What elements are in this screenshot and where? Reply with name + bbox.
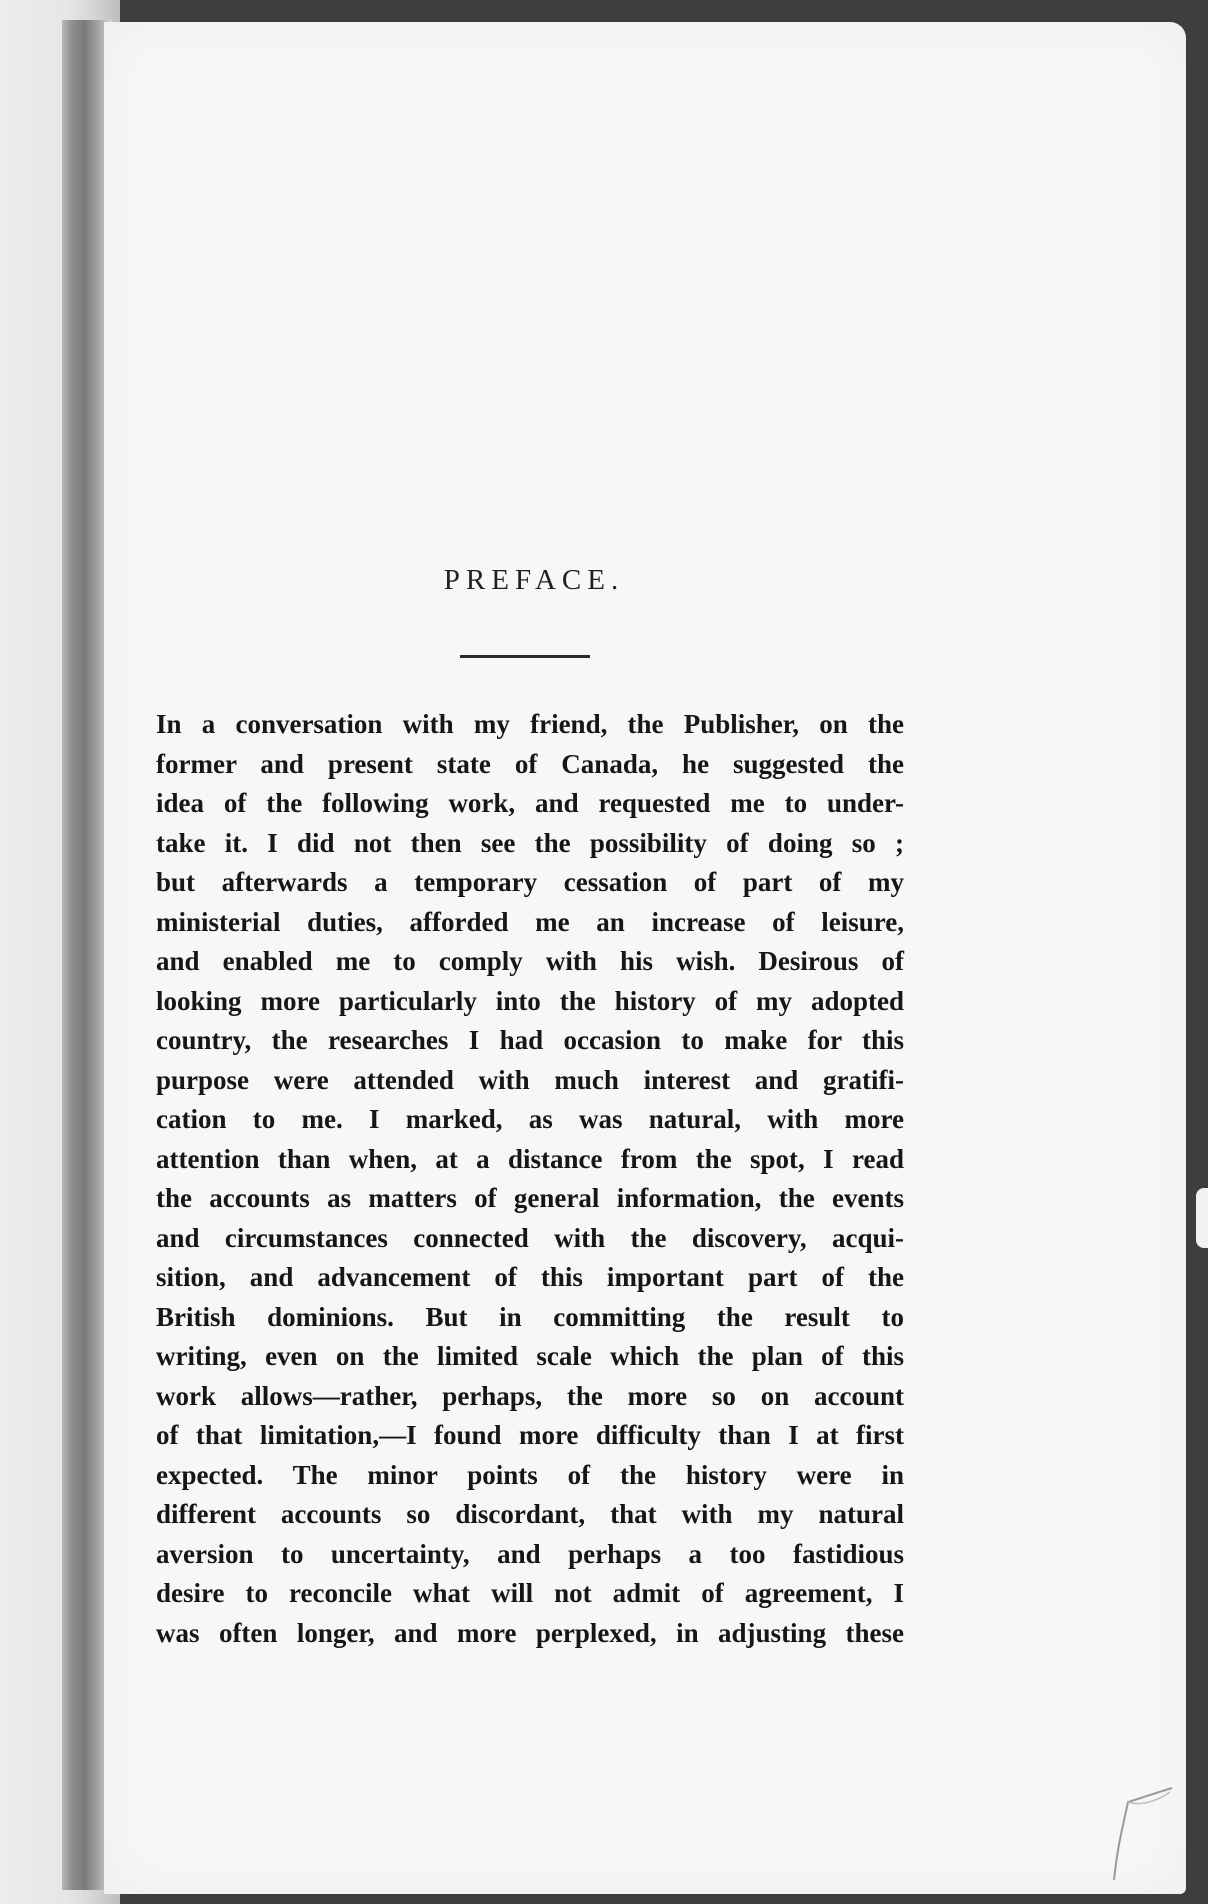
preface-body xyxy=(156,705,904,1653)
text-line: and circumstances connected with the discovery, acqui- xyxy=(156,1222,904,1253)
text-line: British dominions. But in committing the result to xyxy=(156,1301,904,1332)
text-line: desire to reconcile what will not admit of agreement, I xyxy=(156,1578,904,1608)
text-line: take it. I did not then see the possibility of doing so ; xyxy=(156,827,904,858)
text-line: ministerial duties, afforded me an increase of leisure, xyxy=(156,906,904,937)
text-line: was often longer, and more perplexed, in adjusting these xyxy=(156,1617,904,1648)
text-line: idea of the following work, and requested me to under- xyxy=(156,788,904,818)
page-title: PREFACE. xyxy=(443,564,625,596)
text-line: and enabled me to comply with his wish. Desirous of xyxy=(156,946,904,976)
text-line: In a conversation with my friend, the Publisher, on the xyxy=(156,709,904,739)
text-line: different accounts so discordant, that with my natural xyxy=(156,1499,904,1529)
text-line: aversion to uncertainty, and perhaps a too fastidious xyxy=(156,1538,904,1569)
text-line: expected. The minor points of the history were in xyxy=(156,1459,904,1490)
text-line: purpose were attended with much interest and gratifi- xyxy=(156,1064,904,1095)
text-line: cation to me. I marked, as was natural, with more xyxy=(156,1104,904,1134)
title-divider xyxy=(460,655,590,658)
text-line: country, the researches I had occasion to make for this xyxy=(156,1025,904,1055)
text-line: former and present state of Canada, he suggested the xyxy=(156,748,904,779)
text-line: but afterwards a temporary cessation of part of my xyxy=(156,867,904,897)
text-line: sition, and advancement of this important part of the xyxy=(156,1262,904,1292)
page-edge-tab xyxy=(1196,1188,1208,1248)
text-line: writing, even on the limited scale which the plan of this xyxy=(156,1341,904,1371)
text-line: attention than when, at a distance from the spot, I read xyxy=(156,1143,904,1174)
text-line: looking more particularly into the history of my adopted xyxy=(156,985,904,1016)
page-corner-curl xyxy=(1106,1762,1176,1882)
text-line: work allows—rather, perhaps, the more so on account xyxy=(156,1380,904,1411)
text-line: the accounts as matters of general information, the events xyxy=(156,1183,904,1213)
text-line: of that limitation,—I found more difficulty than I at first xyxy=(156,1420,904,1450)
